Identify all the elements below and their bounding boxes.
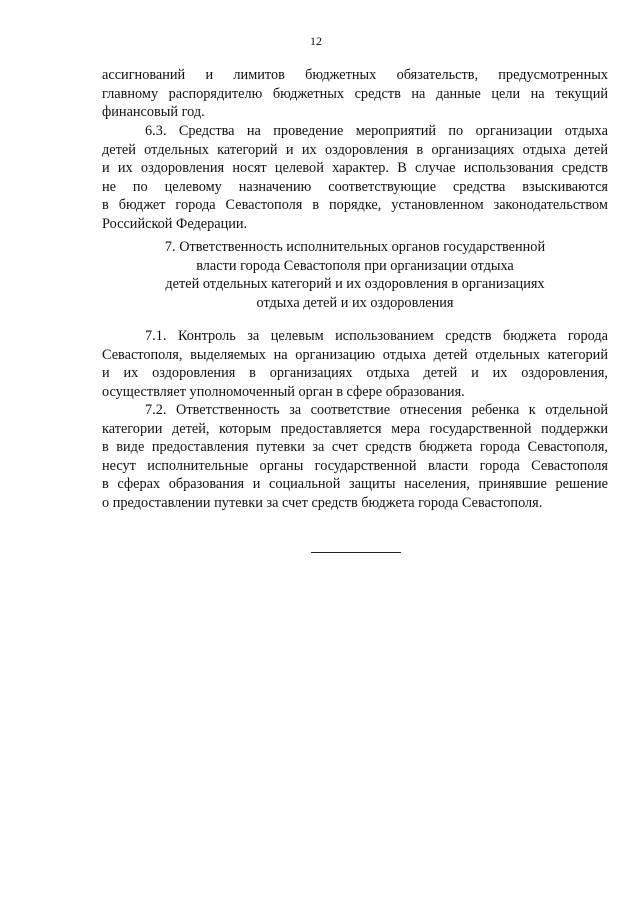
paragraph-line: детей отдельных категорий и их оздоровления в организациях отдыха детей xyxy=(102,141,608,158)
paragraph-line: категории детей, которым предоставляется мера государственной поддержки xyxy=(102,420,608,437)
paragraph-line: в бюджет города Севастополя в порядке, установленном законодательством xyxy=(102,197,608,214)
intro-line: ассигнований и лимитов бюджетных обязательств, предусмотренных xyxy=(102,67,608,83)
paragraph-line: несут исполнительные органы государственной власти города Севастополя xyxy=(102,457,608,474)
paragraph-line: в виде предоставления путевки за счет средств бюджета города Севастополя, xyxy=(102,439,608,456)
paragraph-6-3 xyxy=(102,122,608,234)
paragraph-line: и их оздоровления носят целевой характер. В случае использования средств xyxy=(102,160,608,177)
paragraph-line: не по целевому назначению соответствующие средства взыскиваются xyxy=(102,178,608,195)
paragraph-line: Российской Федерации. xyxy=(102,215,248,232)
paragraph-line: осуществляет уполномоченный орган в сфере образования. xyxy=(102,383,465,400)
heading-line: 7. Ответственность исполнительных органов государственной xyxy=(164,239,546,255)
heading-line: власти города Севастополя при организации отдыха xyxy=(196,257,514,274)
paragraph-line: 7.2. Ответственность за соответствие отнесения ребенка к отдельной xyxy=(145,402,608,418)
end-rule xyxy=(311,552,401,553)
paragraph-7-1 xyxy=(102,327,608,401)
paragraph-line: 6.3. Средства на проведение мероприятий по организации отдыха xyxy=(145,123,608,139)
page-number: 12 xyxy=(310,34,322,48)
paragraph-7-2 xyxy=(102,401,608,513)
intro-paragraph xyxy=(102,66,608,122)
paragraph-line: 7.1. Контроль за целевым использованием средств бюджета города xyxy=(145,328,608,344)
intro-line: финансовый год. xyxy=(102,104,205,121)
paragraph-line: и их оздоровления в организациях отдыха детей и их оздоровления, xyxy=(102,365,608,382)
paragraph-line: в сферах образования и социальной защиты населения, принявшие решение xyxy=(102,476,608,493)
paragraph-line: о предоставлении путевки за счет средств бюджета города Севастополя. xyxy=(102,494,543,511)
intro-line: главному распорядителю бюджетных средств на данные цели на текущий xyxy=(102,85,608,102)
heading-line: детей отдельных категорий и их оздоровления в организациях xyxy=(165,276,545,293)
heading-line: отдыха детей и их оздоровления xyxy=(256,294,454,311)
paragraph-line: Севастополя, выделяемых на организацию отдыха детей отдельных категорий xyxy=(102,346,608,363)
section-7-heading xyxy=(102,238,608,312)
